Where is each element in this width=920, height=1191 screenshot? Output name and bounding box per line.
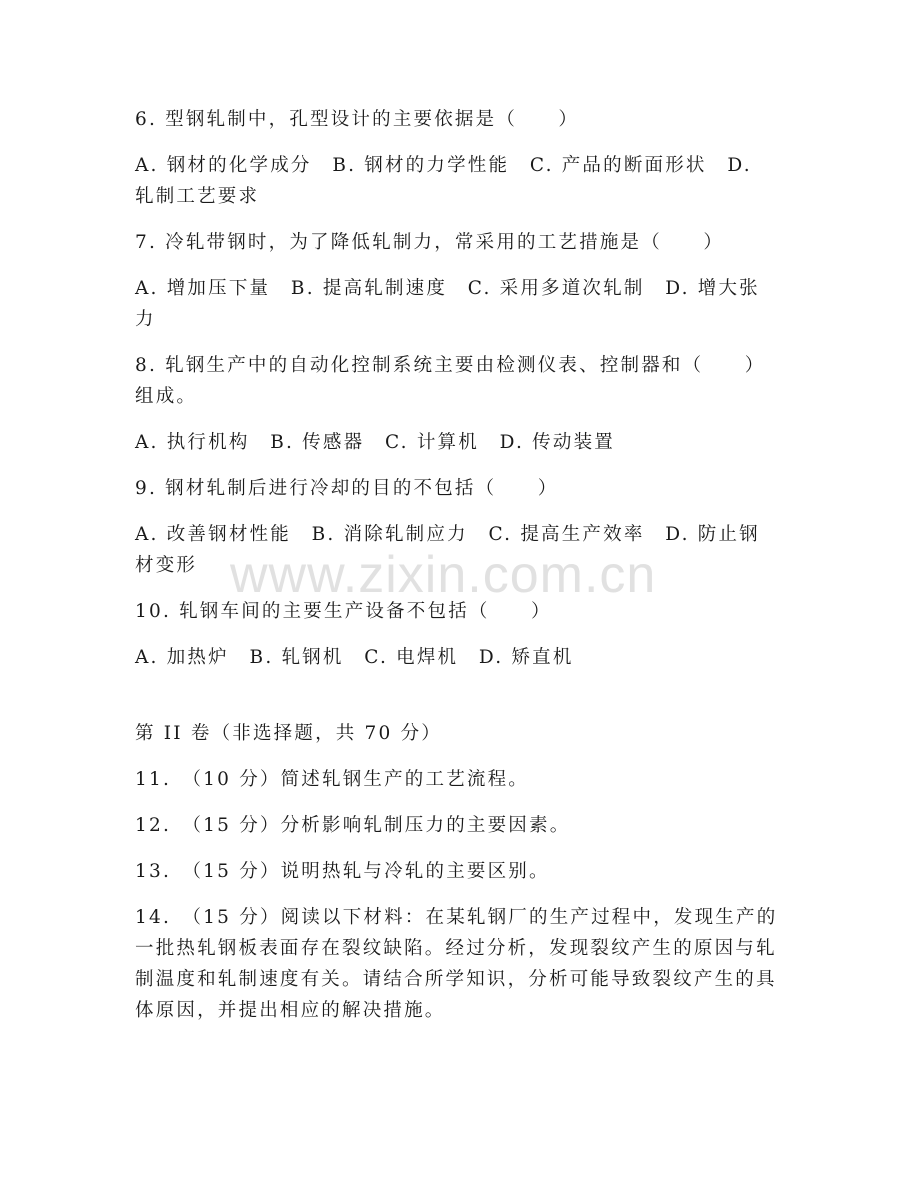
question-12: 12. （15 分）分析影响轧制压力的主要因素。 <box>135 815 571 836</box>
question-7-options: A. 增加压下量 B. 提高轧制速度 C. 采用多道次轧制 D. 增大张力 <box>135 278 760 330</box>
question-11: 11. （10 分）简述轧钢生产的工艺流程。 <box>135 769 529 790</box>
question-9-options: A. 改善钢材性能 B. 消除轧制应力 C. 提高生产效率 D. 防止钢材变形 <box>135 524 760 576</box>
watermark: www.zixin.com.cn <box>230 546 657 604</box>
question-8-stem: 8. 轧钢生产中的自动化控制系统主要由检测仪表、控制器和（ ）组成。 <box>135 355 766 407</box>
question-9-stem: 9. 钢材轧制后进行冷却的目的不包括（ ） <box>135 478 559 499</box>
question-7-stem: 7. 冷轧带钢时，为了降低轧制力，常采用的工艺措施是（ ） <box>135 232 725 253</box>
question-14: 14. （15 分）阅读以下材料：在某轧钢厂的生产过程中，发现生产的一批热轧钢板表面存在裂纹缺陷。经过分析，发现裂纹产生的原因与轧制温度和轧制速度有关。请结合所学知识，分析可能导致裂纹产生的具体原因，并提出相应的解决措施。 <box>135 907 778 1021</box>
document-page <box>135 104 780 1026</box>
question-6-options: A. 钢材的化学成分 B. 钢材的力学性能 C. 产品的断面形状 D. 轧制工艺要求 <box>135 155 760 207</box>
question-10-stem: 10. 轧钢车间的主要生产设备不包括（ ） <box>135 601 552 622</box>
question-8-options: A. 执行机构 B. 传感器 C. 计算机 D. 传动装置 <box>135 432 615 453</box>
question-6-stem: 6. 型钢轧制中，孔型设计的主要依据是（ ） <box>135 109 580 130</box>
section-title: 第 II 卷（非选择题，共 70 分） <box>135 723 442 744</box>
question-10-options: A. 加热炉 B. 轧钢机 C. 电焊机 D. 矫直机 <box>135 647 574 668</box>
question-13: 13. （15 分）说明热轧与冷轧的主要区别。 <box>135 861 550 882</box>
